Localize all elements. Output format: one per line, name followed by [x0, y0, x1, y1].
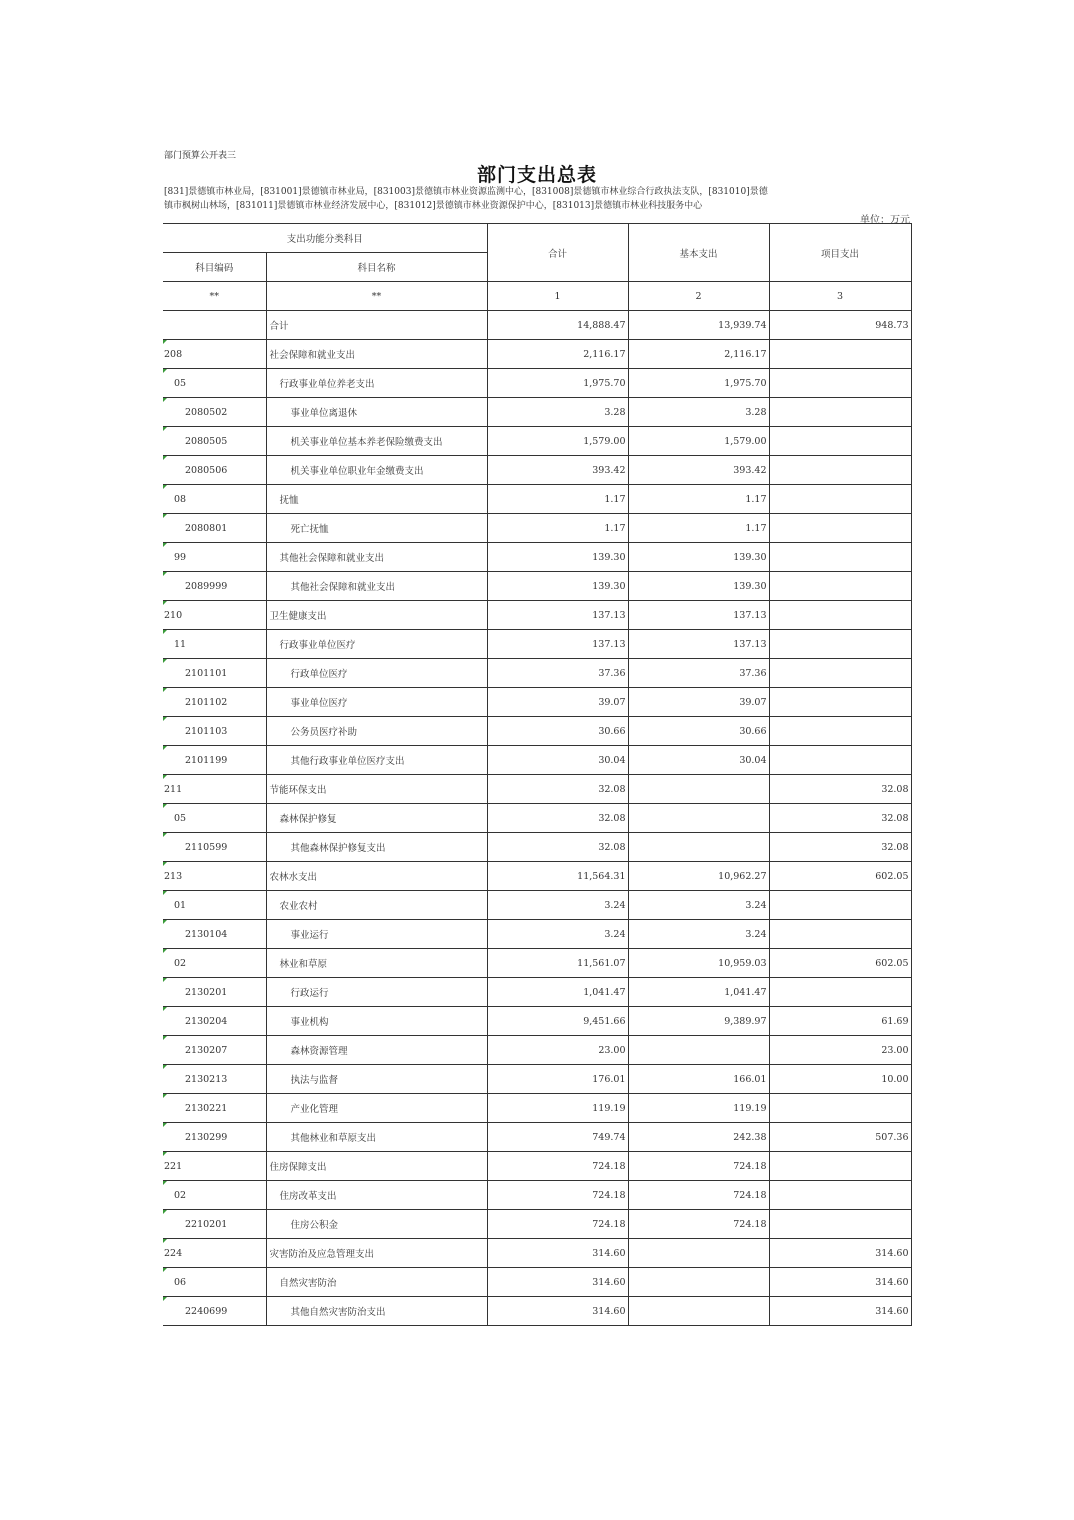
cell-marker-icon: [163, 1181, 167, 1185]
row-basic: 724.18: [628, 1181, 769, 1210]
row-basic: 3.28: [628, 398, 769, 427]
row-name: 其他社会保障和就业支出: [266, 543, 487, 572]
row-total: 749.74: [487, 1123, 628, 1152]
table-row: [163, 1239, 911, 1268]
row-basic: 242.38: [628, 1123, 769, 1152]
row-project: [769, 920, 911, 949]
table-row: [163, 949, 911, 978]
cell-marker-icon: [163, 1152, 167, 1156]
row-code: 06: [163, 1268, 266, 1297]
table-body: [163, 311, 911, 1326]
row-name: 事业单位离退休: [266, 398, 487, 427]
row-project: 602.05: [769, 862, 911, 891]
row-code: 2101103: [163, 717, 266, 746]
row-code: 02: [163, 1181, 266, 1210]
table-row: [163, 1036, 911, 1065]
row-total: 9,451.66: [487, 1007, 628, 1036]
row-project: [769, 630, 911, 659]
cell-marker-icon: [163, 1094, 167, 1098]
row-total: 1.17: [487, 485, 628, 514]
row-name: 执法与监督: [266, 1065, 487, 1094]
table-row: [163, 1268, 911, 1297]
row-basic: 137.13: [628, 630, 769, 659]
row-code: 210: [163, 601, 266, 630]
table-row: [163, 775, 911, 804]
cell-marker-icon: [163, 1297, 167, 1301]
row-project: [769, 398, 911, 427]
row-name: 森林保护修复: [266, 804, 487, 833]
row-project: [769, 601, 911, 630]
cell-marker-icon: [163, 949, 167, 953]
row-code: 2240699: [163, 1297, 266, 1326]
row-name: 农林水支出: [266, 862, 487, 891]
row-code: 02: [163, 949, 266, 978]
row-basic: 1,041.47: [628, 978, 769, 1007]
row-basic: 10,959.03: [628, 949, 769, 978]
form-number: 部门预算公开表三: [164, 151, 237, 161]
table-row: [163, 1065, 911, 1094]
row-total: 30.66: [487, 717, 628, 746]
row-code: 2101199: [163, 746, 266, 775]
row-code: 2080801: [163, 514, 266, 543]
row-code: 2130204: [163, 1007, 266, 1036]
row-name: 自然灾害防治: [266, 1268, 487, 1297]
row-name: 事业单位医疗: [266, 688, 487, 717]
row-total: 139.30: [487, 543, 628, 572]
table-row: [163, 717, 911, 746]
row-name: 行政运行: [266, 978, 487, 1007]
row-name: 住房公积金: [266, 1210, 487, 1239]
header-code: 科目编码: [163, 253, 266, 282]
row-basic: [628, 804, 769, 833]
table-row: [163, 862, 911, 891]
row-total: 139.30: [487, 572, 628, 601]
row-name: 社会保障和就业支出: [266, 340, 487, 369]
cell-marker-icon: [163, 601, 167, 605]
row-total: 137.13: [487, 630, 628, 659]
row-project: [769, 1181, 911, 1210]
row-total: 1,579.00: [487, 427, 628, 456]
row-name: 住房保障支出: [266, 1152, 487, 1181]
row-name: 森林资源管理: [266, 1036, 487, 1065]
row-total: 724.18: [487, 1181, 628, 1210]
cell-marker-icon: [163, 456, 167, 460]
row-code: 05: [163, 369, 266, 398]
cell-marker-icon: [163, 659, 167, 663]
cell-marker-icon: [163, 1239, 167, 1243]
cell-marker-icon: [163, 746, 167, 750]
table-row: [163, 1094, 911, 1123]
row-total: 39.07: [487, 688, 628, 717]
row-total: 3.28: [487, 398, 628, 427]
row-basic: [628, 833, 769, 862]
row-code: 99: [163, 543, 266, 572]
row-basic: [628, 1036, 769, 1065]
row-total: 3.24: [487, 920, 628, 949]
table-row: [163, 833, 911, 862]
row-basic: 13,939.74: [628, 311, 769, 340]
row-basic: [628, 775, 769, 804]
row-name: 其他行政事业单位医疗支出: [266, 746, 487, 775]
row-project: [769, 746, 911, 775]
cell-marker-icon: [163, 1007, 167, 1011]
row-project: [769, 340, 911, 369]
table-row: [163, 340, 911, 369]
row-project: [769, 1094, 911, 1123]
row-basic: 119.19: [628, 1094, 769, 1123]
row-basic: 37.36: [628, 659, 769, 688]
header-total: 合计: [487, 224, 628, 282]
table-row: [163, 659, 911, 688]
row-total: 3.24: [487, 891, 628, 920]
row-name: 行政事业单位医疗: [266, 630, 487, 659]
cell-marker-icon: [163, 804, 167, 808]
table-row: [163, 311, 911, 340]
row-name: 其他森林保护修复支出: [266, 833, 487, 862]
row-project: [769, 978, 911, 1007]
table-row: [163, 572, 911, 601]
department-units: [831]景德镇市林业局，[831001]景德镇市林业局，[831003]景德镇市林业资源监测中心，[831008]景德镇市林业综合行政执法支队，[831010]景德镇市枫树山林场，[831011]景德镇市林业经济发展中心，[831012]景德镇市林业资源保护中心，[831013]景德镇市林业科技服务中心: [164, 187, 768, 211]
row-project: 32.08: [769, 804, 911, 833]
row-project: [769, 572, 911, 601]
header-index-basic: 2: [628, 282, 769, 311]
row-project: 602.05: [769, 949, 911, 978]
row-name: 其他自然灾害防治支出: [266, 1297, 487, 1326]
row-name: 产业化管理: [266, 1094, 487, 1123]
row-code: 221: [163, 1152, 266, 1181]
row-project: 32.08: [769, 775, 911, 804]
expenditure-table: [163, 223, 912, 1326]
row-project: [769, 659, 911, 688]
row-total: 393.42: [487, 456, 628, 485]
cell-marker-icon: [163, 369, 167, 373]
row-basic: 137.13: [628, 601, 769, 630]
row-total: 119.19: [487, 1094, 628, 1123]
row-total: 724.18: [487, 1210, 628, 1239]
row-project: 948.73: [769, 311, 911, 340]
row-name: 其他社会保障和就业支出: [266, 572, 487, 601]
table-row: [163, 891, 911, 920]
row-project: [769, 369, 911, 398]
row-total: 314.60: [487, 1297, 628, 1326]
row-code: 2130207: [163, 1036, 266, 1065]
table-row: [163, 920, 911, 949]
row-project: 10.00: [769, 1065, 911, 1094]
row-total: 314.60: [487, 1239, 628, 1268]
row-name: 节能环保支出: [266, 775, 487, 804]
table-row: [163, 601, 911, 630]
cell-marker-icon: [163, 1268, 167, 1272]
row-total: 724.18: [487, 1152, 628, 1181]
row-project: [769, 717, 911, 746]
row-name: 死亡抚恤: [266, 514, 487, 543]
row-project: [769, 1152, 911, 1181]
row-project: [769, 688, 911, 717]
row-name: 抚恤: [266, 485, 487, 514]
cell-marker-icon: [163, 630, 167, 634]
table-row: [163, 1123, 911, 1152]
row-project: [769, 891, 911, 920]
table-row: [163, 1210, 911, 1239]
row-name: 农业农村: [266, 891, 487, 920]
cell-marker-icon: [163, 978, 167, 982]
row-basic: 30.66: [628, 717, 769, 746]
row-code: 2130201: [163, 978, 266, 1007]
row-basic: 1.17: [628, 485, 769, 514]
row-code: 2101101: [163, 659, 266, 688]
cell-marker-icon: [163, 1123, 167, 1127]
row-code: 2110599: [163, 833, 266, 862]
cell-marker-icon: [163, 862, 167, 866]
row-basic: 166.01: [628, 1065, 769, 1094]
cell-marker-icon: [163, 1036, 167, 1040]
table-row: [163, 978, 911, 1007]
table-row: [163, 485, 911, 514]
row-total: 30.04: [487, 746, 628, 775]
row-basic: 9,389.97: [628, 1007, 769, 1036]
row-code: 2101102: [163, 688, 266, 717]
row-code: 2089999: [163, 572, 266, 601]
cell-marker-icon: [163, 1210, 167, 1214]
row-total: 11,564.31: [487, 862, 628, 891]
header-index-name: **: [266, 282, 487, 311]
cell-marker-icon: [163, 920, 167, 924]
row-code: 2080502: [163, 398, 266, 427]
row-name: 行政单位医疗: [266, 659, 487, 688]
cell-marker-icon: [163, 572, 167, 576]
header-basic: 基本支出: [628, 224, 769, 282]
row-total: 2,116.17: [487, 340, 628, 369]
row-code: 211: [163, 775, 266, 804]
row-project: [769, 1210, 911, 1239]
row-code: 2210201: [163, 1210, 266, 1239]
row-total: 14,888.47: [487, 311, 628, 340]
row-name: 行政事业单位养老支出: [266, 369, 487, 398]
header-index-total: 1: [487, 282, 628, 311]
table-row: [163, 398, 911, 427]
row-total: 32.08: [487, 833, 628, 862]
table-row: [163, 369, 911, 398]
row-code: 01: [163, 891, 266, 920]
row-name: 灾害防治及应急管理支出: [266, 1239, 487, 1268]
row-basic: 1,975.70: [628, 369, 769, 398]
row-name: 卫生健康支出: [266, 601, 487, 630]
cell-marker-icon: [163, 717, 167, 721]
row-name: 合计: [266, 311, 487, 340]
unit-label: 单位：万元: [860, 215, 910, 226]
cell-marker-icon: [163, 427, 167, 431]
cell-marker-icon: [163, 543, 167, 547]
header-index-code: **: [163, 282, 266, 311]
row-basic: 139.30: [628, 543, 769, 572]
row-code: 2130221: [163, 1094, 266, 1123]
row-project: 23.00: [769, 1036, 911, 1065]
table-row: [163, 688, 911, 717]
row-name: 林业和草原: [266, 949, 487, 978]
row-name: 机关事业单位基本养老保险缴费支出: [266, 427, 487, 456]
row-name: 公务员医疗补助: [266, 717, 487, 746]
row-project: 314.60: [769, 1239, 911, 1268]
row-total: 176.01: [487, 1065, 628, 1094]
row-basic: 724.18: [628, 1152, 769, 1181]
row-total: 23.00: [487, 1036, 628, 1065]
table-row: [163, 746, 911, 775]
row-name: 其他林业和草原支出: [266, 1123, 487, 1152]
row-basic: [628, 1268, 769, 1297]
header-index-project: 3: [769, 282, 911, 311]
row-code: 2080506: [163, 456, 266, 485]
cell-marker-icon: [163, 485, 167, 489]
row-basic: 10,962.27: [628, 862, 769, 891]
row-project: [769, 456, 911, 485]
row-project: 61.69: [769, 1007, 911, 1036]
row-basic: 1.17: [628, 514, 769, 543]
row-basic: [628, 1297, 769, 1326]
row-code: 2080505: [163, 427, 266, 456]
row-name: 机关事业单位职业年金缴费支出: [266, 456, 487, 485]
row-total: 1,041.47: [487, 978, 628, 1007]
table-row: [163, 804, 911, 833]
row-project: [769, 427, 911, 456]
row-code: 08: [163, 485, 266, 514]
row-basic: 1,579.00: [628, 427, 769, 456]
row-code: 2130213: [163, 1065, 266, 1094]
row-name: 事业机构: [266, 1007, 487, 1036]
row-code: [163, 311, 266, 340]
row-basic: 30.04: [628, 746, 769, 775]
row-basic: 2,116.17: [628, 340, 769, 369]
row-project: 314.60: [769, 1297, 911, 1326]
row-total: 11,561.07: [487, 949, 628, 978]
row-project: [769, 514, 911, 543]
row-basic: 139.30: [628, 572, 769, 601]
table-row: [163, 427, 911, 456]
table-row: [163, 1152, 911, 1181]
table-row: [163, 543, 911, 572]
row-total: 314.60: [487, 1268, 628, 1297]
row-project: [769, 543, 911, 572]
cell-marker-icon: [163, 688, 167, 692]
row-project: 32.08: [769, 833, 911, 862]
row-basic: 393.42: [628, 456, 769, 485]
row-code: 05: [163, 804, 266, 833]
row-total: 37.36: [487, 659, 628, 688]
row-name: 事业运行: [266, 920, 487, 949]
header-group: 支出功能分类科目: [163, 224, 487, 253]
row-basic: 3.24: [628, 920, 769, 949]
table-row: [163, 1181, 911, 1210]
cell-marker-icon: [163, 1065, 167, 1069]
table-row: [163, 630, 911, 659]
row-basic: 724.18: [628, 1210, 769, 1239]
row-code: 2130299: [163, 1123, 266, 1152]
row-total: 1,975.70: [487, 369, 628, 398]
row-total: 32.08: [487, 804, 628, 833]
table-row: [163, 1297, 911, 1326]
row-total: 137.13: [487, 601, 628, 630]
cell-marker-icon: [163, 891, 167, 895]
row-code: 208: [163, 340, 266, 369]
table-row: [163, 514, 911, 543]
row-code: 2130104: [163, 920, 266, 949]
row-total: 1.17: [487, 514, 628, 543]
row-project: 507.36: [769, 1123, 911, 1152]
row-total: 32.08: [487, 775, 628, 804]
row-project: 314.60: [769, 1268, 911, 1297]
header-project: 项目支出: [769, 224, 911, 282]
row-code: 11: [163, 630, 266, 659]
header-name: 科目名称: [266, 253, 487, 282]
row-basic: 39.07: [628, 688, 769, 717]
row-code: 213: [163, 862, 266, 891]
row-project: [769, 485, 911, 514]
cell-marker-icon: [163, 833, 167, 837]
table-row: [163, 1007, 911, 1036]
row-basic: 3.24: [628, 891, 769, 920]
row-code: 224: [163, 1239, 266, 1268]
row-name: 住房改革支出: [266, 1181, 487, 1210]
table-row: [163, 456, 911, 485]
page-title: 部门支出总表: [476, 164, 597, 186]
cell-marker-icon: [163, 775, 167, 779]
row-basic: [628, 1239, 769, 1268]
cell-marker-icon: [163, 514, 167, 518]
cell-marker-icon: [163, 398, 167, 402]
cell-marker-icon: [163, 340, 167, 344]
